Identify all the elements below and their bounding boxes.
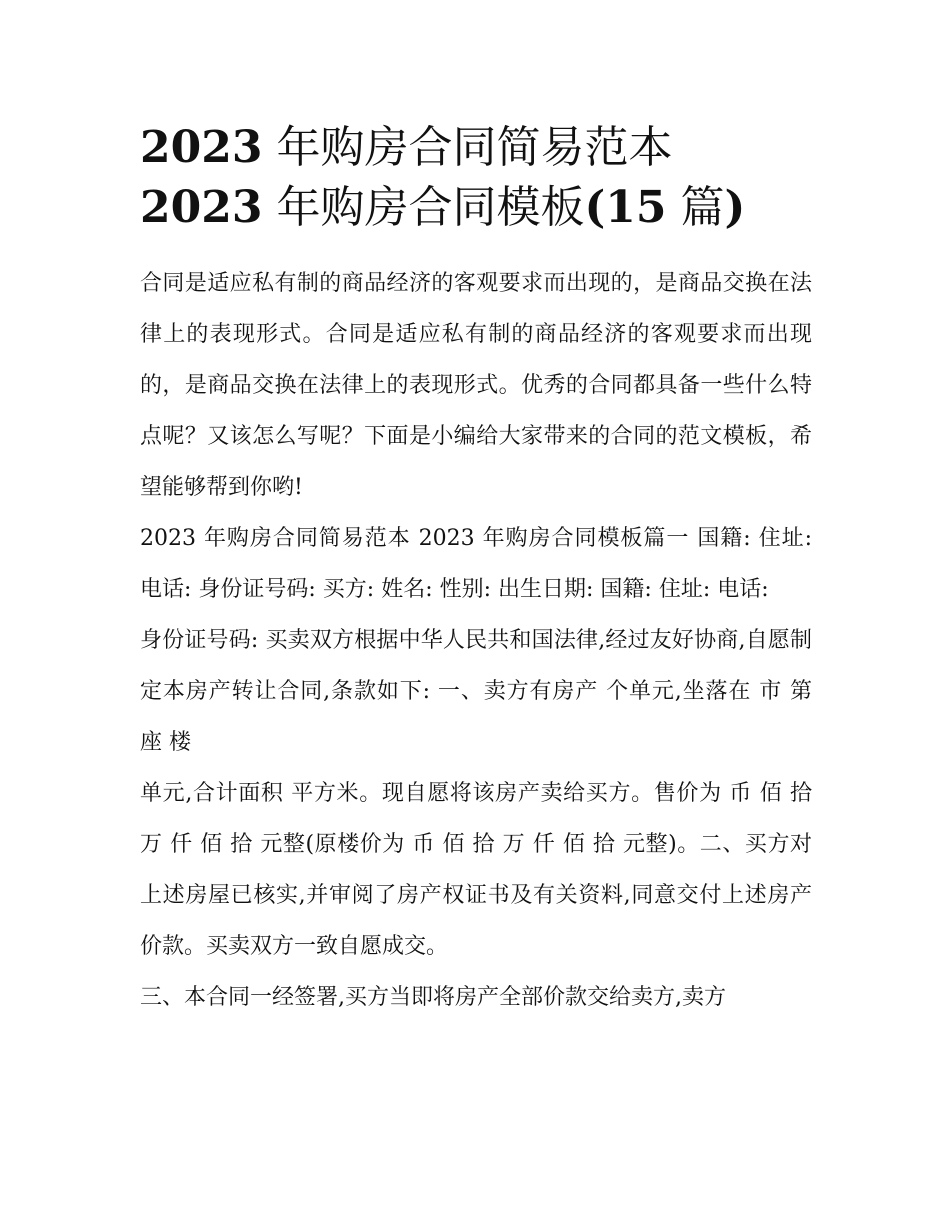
- paragraph-price: 单元,合计面积 平方米。现自愿将该房产卖给买方。售价为 币 佰 拾 万 仟 佰 拾 元整(原楼价为 币 佰 拾 万 仟 佰 拾 元整)。二、买方对上述房屋已核实,并审阅了房产权证书及有关资料,同意交付上述房产价款。买卖双方一致自愿成交。: [140, 781, 812, 959]
- paragraph-parties: 2023 年购房合同简易范本 2023 年购房合同模板篇一 国籍: 住址: 电话: 身份证号码: 买方: 姓名: 性别: 出生日期: 国籍: 住址: 电话:: [140, 526, 812, 602]
- document-body: [140, 258, 812, 1023]
- document-content: [140, 118, 812, 1023]
- title-line-1: 2023 年购房合同简易范本: [140, 122, 673, 173]
- paragraph-clause-three: 三、本合同一经签署,买方当即将房产全部价款交给卖方,卖方: [140, 985, 726, 1010]
- document-title: [140, 118, 812, 238]
- title-line-2: 2023 年购房合同模板(15 篇): [140, 182, 746, 233]
- paragraph-intro: 合同是适应私有制的商品经济的客观要求而出现的，是商品交换在法律上的表现形式。合同是适应私有制的商品经济的客观要求而出现的，是商品交换在法律上的表现形式。优秀的合同都具备一些什么特点呢？又该怎么写呢？下面是小编给大家带来的合同的范文模板，希望能够帮到你哟!: [140, 271, 812, 500]
- paragraph-agreement: 身份证号码: 买卖双方根据中华人民共和国法律,经过友好协商,自愿制定本房产转让合同,条款如下: 一、卖方有房产 个单元,坐落在 市 第 座 楼: [140, 628, 812, 755]
